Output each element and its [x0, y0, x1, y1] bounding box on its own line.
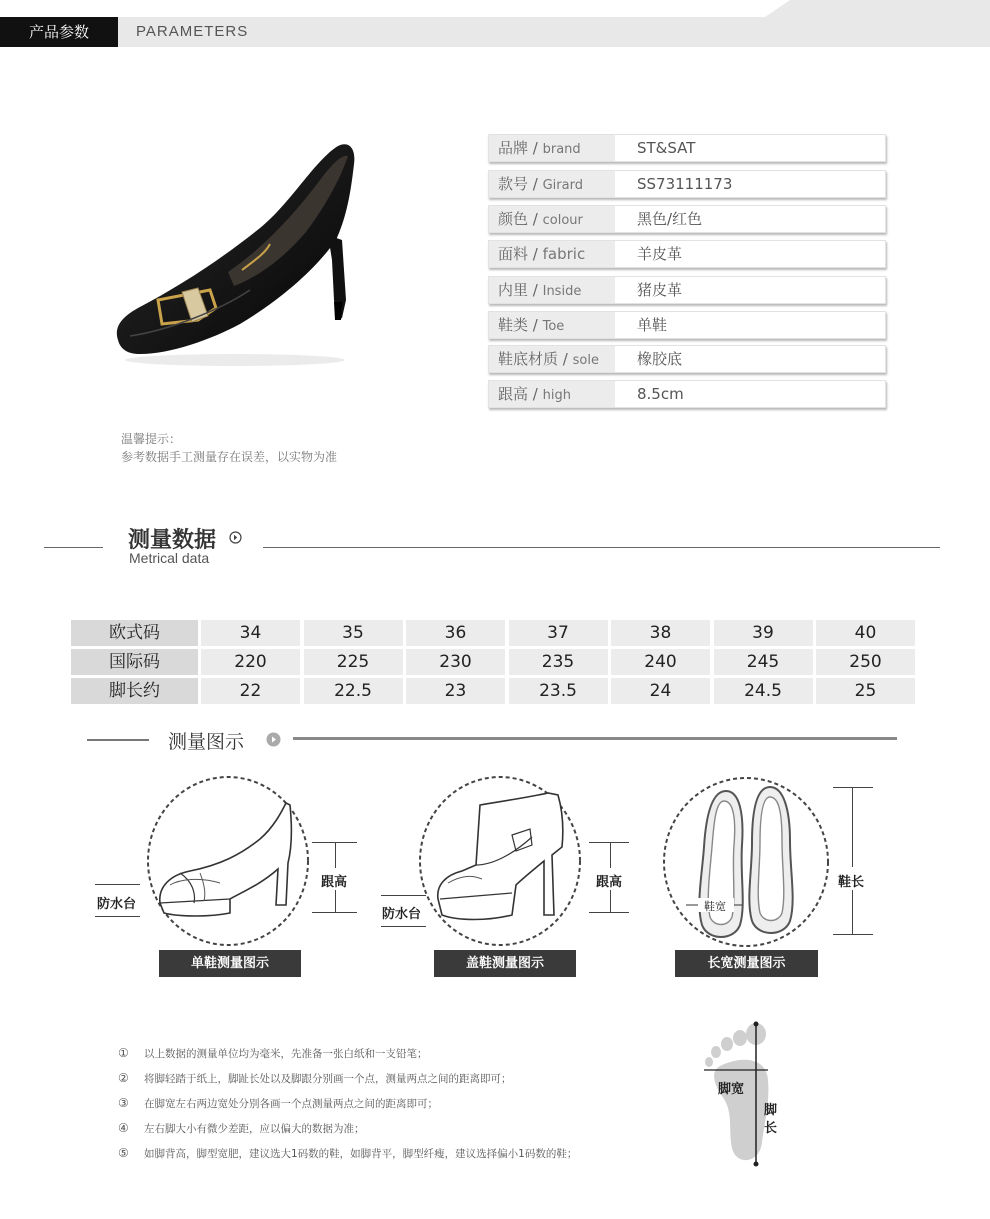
- heel-height-label: 跟高: [321, 875, 348, 890]
- size-row-label: 脚长约: [71, 678, 198, 704]
- size-cell: 23.5: [509, 678, 608, 704]
- param-label-en: high: [542, 388, 571, 403]
- note-text: 将脚轻踏于纸上，脚趾长处以及脚跟分别画一个点，测量两点之间的距离即可；: [144, 1073, 512, 1085]
- foot-width-label: 脚宽: [718, 1082, 745, 1097]
- section-divider-left: [44, 547, 103, 548]
- measure-tick: [833, 787, 873, 788]
- size-cell: 25: [816, 678, 915, 704]
- pump-measure-diagram: [140, 775, 315, 955]
- measure-line: [852, 890, 853, 934]
- diagram-section-title: 测量图示: [168, 731, 245, 753]
- param-row-toe: 鞋类 / Toe 单鞋: [488, 311, 886, 339]
- param-label-en: fabric: [542, 245, 586, 263]
- size-cell: 38: [611, 620, 710, 646]
- size-cell: 24: [611, 678, 710, 704]
- measure-tick: [381, 926, 426, 927]
- size-cell: 24.5: [714, 678, 813, 704]
- param-row-fabric: 面料 / fabric 羊皮革: [488, 240, 886, 268]
- bootie-diagram-caption: 盖鞋测量图示: [434, 950, 576, 977]
- size-cell: 230: [406, 649, 505, 675]
- measure-line: [610, 842, 611, 868]
- product-shoe-image: [110, 140, 360, 370]
- note-text: 以上数据的测量单位均为毫米，先准备一张白纸和一支铅笔；: [144, 1048, 428, 1060]
- foot-measure-diagram: [700, 1020, 795, 1170]
- shoe-width-label: 鞋宽: [704, 900, 726, 913]
- header-title-en: PARAMETERS: [136, 23, 249, 40]
- param-value: SS73111173: [637, 175, 733, 193]
- note-text: 在脚宽左右两边宽处分别各画一个点测量两点之间的距离即可；: [144, 1098, 438, 1110]
- note-number: ②: [118, 1071, 129, 1085]
- length-width-diagram: [658, 775, 833, 953]
- param-label-cn: 款号: [498, 175, 529, 193]
- section-divider-right: [293, 737, 897, 740]
- param-row-brand: 品牌 / brand ST&SAT: [488, 134, 886, 162]
- note-text: 左右脚大小有微少差距，应以偏大的数据为准；: [144, 1123, 365, 1135]
- size-row-label: 欧式码: [71, 620, 198, 646]
- circle-arrow-icon: [266, 732, 281, 747]
- param-label-cn: 内里: [498, 281, 529, 299]
- header-tab-shape: [765, 0, 990, 17]
- param-value: ST&SAT: [637, 139, 696, 157]
- param-label-cn: 面料: [498, 245, 529, 263]
- size-cell: 39: [714, 620, 813, 646]
- bootie-measure-diagram: [412, 775, 587, 955]
- note-item: [118, 1096, 438, 1111]
- param-label-en: brand: [542, 142, 581, 157]
- param-value: 黑色/红色: [637, 210, 703, 228]
- platform-label: 防水台: [382, 907, 422, 922]
- note-number: ①: [118, 1046, 129, 1060]
- metrical-title: 测量数据: [128, 528, 217, 553]
- param-label-cn: 品牌: [498, 139, 529, 157]
- note-item: [118, 1146, 577, 1161]
- size-cell: 220: [201, 649, 300, 675]
- size-cell: 240: [611, 649, 710, 675]
- measure-tick: [312, 912, 357, 913]
- size-row-label: 国际码: [71, 649, 198, 675]
- measure-tick: [381, 895, 426, 896]
- measure-tick: [589, 842, 629, 843]
- circle-arrow-icon: [229, 531, 242, 544]
- param-label-en: Toe: [542, 319, 565, 334]
- note-item: [118, 1046, 428, 1061]
- param-value: 橡胶底: [637, 350, 683, 368]
- measure-tick: [95, 884, 140, 885]
- measure-line: [610, 890, 611, 912]
- note-item: [118, 1071, 512, 1086]
- size-cell: 40: [816, 620, 915, 646]
- pump-diagram-caption: 单鞋测量图示: [159, 950, 301, 977]
- header-title-cn: 产品参数: [0, 17, 118, 47]
- size-cell: 250: [816, 649, 915, 675]
- section-divider-right: [263, 547, 940, 548]
- heel-height-label: 跟高: [596, 875, 623, 890]
- param-label-en: Inside: [542, 284, 582, 299]
- param-value: 8.5cm: [637, 385, 684, 403]
- measure-line: [852, 787, 853, 867]
- param-label-cn: 鞋类: [498, 316, 529, 334]
- param-row-colour: 颜色 / colour 黑色/红色: [488, 205, 886, 233]
- param-value: 羊皮革: [637, 245, 683, 263]
- param-label-cn: 鞋底材质: [498, 350, 559, 368]
- param-label-en: colour: [542, 213, 583, 228]
- param-label-en: Girard: [542, 178, 583, 193]
- size-cell: 22: [201, 678, 300, 704]
- note-number: ③: [118, 1096, 129, 1110]
- param-row-heel-height: 跟高 / high 8.5cm: [488, 380, 886, 408]
- size-cell: 35: [304, 620, 403, 646]
- size-cell: 36: [406, 620, 505, 646]
- size-cell: 34: [201, 620, 300, 646]
- measure-tick: [589, 912, 629, 913]
- platform-label: 防水台: [97, 897, 137, 912]
- param-label-cn: 颜色: [498, 210, 529, 228]
- param-value: 猪皮革: [637, 281, 683, 299]
- size-cell: 225: [304, 649, 403, 675]
- param-row-lining: 内里 / Inside 猪皮革: [488, 276, 886, 304]
- size-cell: 245: [714, 649, 813, 675]
- param-row-model: 款号 / Girard SS73111173: [488, 170, 886, 198]
- param-label-cn: 跟高: [498, 385, 529, 403]
- foot-length-label: 脚 长: [764, 1103, 778, 1136]
- note-number: ⑤: [118, 1146, 129, 1160]
- tip-text: 参考数据手工测量存在误差，以实物为准: [121, 450, 338, 464]
- param-label-en: sole: [572, 353, 599, 368]
- section-divider-left: [87, 739, 149, 741]
- measure-line: [335, 842, 336, 868]
- measure-line: [335, 890, 336, 912]
- size-cell: 37: [509, 620, 608, 646]
- measure-tick: [833, 934, 873, 935]
- note-number: ④: [118, 1121, 129, 1135]
- measure-tick: [95, 916, 140, 917]
- metrical-subtitle: Metrical data: [129, 550, 210, 566]
- note-text: 如脚背高，脚型宽肥，建议选大1码数的鞋，如脚背平，脚型纤瘦，建议选择偏小1码数的鞋；: [144, 1148, 578, 1160]
- param-value: 单鞋: [637, 316, 668, 334]
- size-cell: 22.5: [304, 678, 403, 704]
- size-cell: 23: [406, 678, 505, 704]
- length-width-diagram-caption: 长宽测量图示: [675, 950, 818, 977]
- shoe-length-label: 鞋长: [838, 875, 865, 890]
- note-item: [118, 1121, 365, 1136]
- size-cell: 235: [509, 649, 608, 675]
- tip-title: 温馨提示：: [121, 432, 182, 446]
- param-row-sole: 鞋底材质 / sole 橡胶底: [488, 345, 886, 373]
